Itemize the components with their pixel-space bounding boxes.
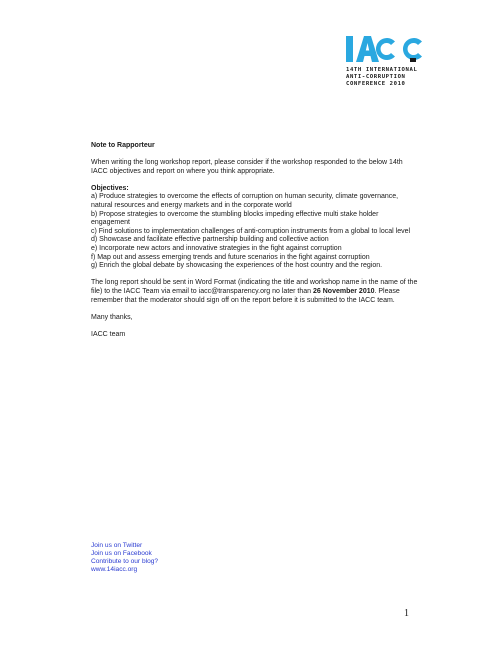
- website-link[interactable]: www.14iacc.org: [91, 566, 138, 574]
- twitter-link[interactable]: Join us on Twitter: [91, 542, 143, 549]
- logo-caption: [346, 67, 446, 88]
- objectives-heading: Objectives:: [91, 184, 129, 192]
- facebook-link[interactable]: Join us on Facebook: [91, 550, 152, 558]
- objective-item: c) Find solutions to implementation challenges of anti-corruption instruments from a global to local level: [91, 227, 411, 235]
- social-links: [91, 542, 158, 574]
- objective-item: g) Enrich the global debate by showcasing the experiences of the host country and the region.: [91, 262, 383, 270]
- objective-item: d) Showcase and facilitate effective partnership building and collective action: [91, 236, 329, 244]
- logo-line-2: ANTI-CORRUPTION: [346, 74, 406, 80]
- iacc-logo-mark-icon: [346, 34, 424, 64]
- document-title: Note to Rapporteur: [91, 142, 155, 149]
- submission-paragraph: [91, 279, 419, 305]
- page-number: 1: [404, 608, 409, 619]
- logo-line-3: CONFERENCE 2010: [346, 81, 406, 87]
- objective-item: a) Produce strategies to overcome the effects of corruption on human security, climate governance, natural resources and energy markets and in the corporate world: [91, 193, 399, 210]
- blog-link[interactable]: Contribute to our blog?: [91, 558, 159, 566]
- thanks-line: Many thanks,: [91, 313, 133, 321]
- iacc-logo: [346, 34, 446, 88]
- objective-item: b) Propose strategies to overcome the stumbling blocks impeding effective multi stake holder engagement: [91, 210, 379, 227]
- intro-paragraph: When writing the long workshop report, please consider if the workshop responded to the below 14th IACC objectives and report on where you think appropriate.: [91, 159, 403, 175]
- submission-text-after: . Please remember that the moderator should sign off on the report before it is submitted to the IACC team.: [91, 288, 400, 304]
- logo-line-1: 14TH INTERNATIONAL: [346, 67, 418, 73]
- submission-deadline: 26 November 2010: [313, 288, 375, 295]
- signature-line: IACC team: [91, 330, 126, 338]
- objectives-list: [91, 193, 419, 270]
- document-body: [91, 142, 419, 340]
- submission-text-before: The long report should be sent in Word Format (indicating the title and workshop name in the name of the file) to the IACC Team via email to iacc@transparency.org no later than: [91, 279, 418, 295]
- objective-item: f) Map out and assess emerging trends and future scenarios in the fight against corruption: [91, 253, 370, 261]
- objective-item: e) Incorporate new actors and innovative strategies in the fight against corruption: [91, 245, 342, 253]
